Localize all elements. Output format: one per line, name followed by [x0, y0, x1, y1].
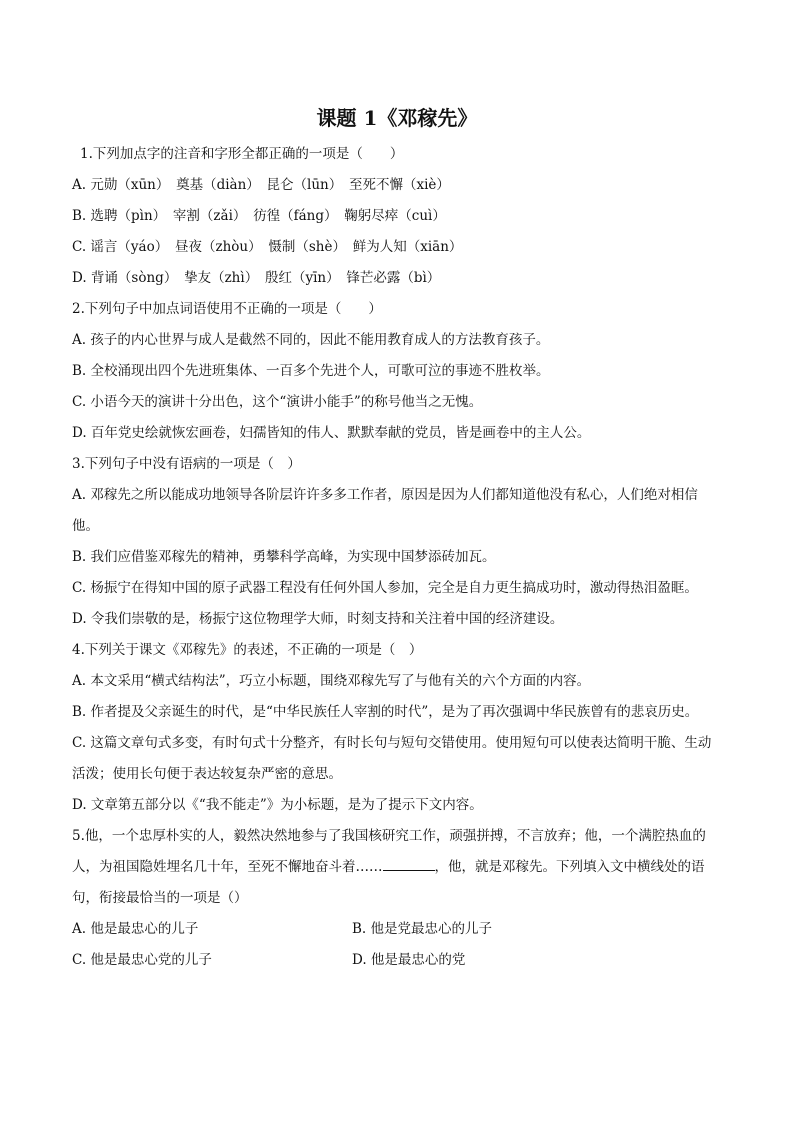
stem-before-blank: 5.他，一个忠厚朴实的人，毅然决然地参与了我国核研究工作，顽强拼搏，不言放弃；他，一个满腔热血的人，为祖国隐姓埋名几十年，至死不懈地奋斗着…… [72, 828, 706, 875]
option-c: C. 谣言（yáo） 昼夜（zhòu） 慑制（shè） 鲜为人知（xiān） [72, 239, 463, 255]
question-3 [72, 449, 724, 635]
option-b: B. 他是党最忠心的儿子 [352, 921, 493, 937]
question-stem: 4.下列关于课文《邓稼先》的表述，不正确的一项是（ ） [72, 642, 423, 658]
question-stem: 3.下列句子中没有语病的一项是（ ） [72, 456, 301, 472]
question-2 [72, 294, 724, 449]
question-5 [72, 821, 724, 976]
question-stem: 2.下列句子中加点词语使用不正确的一项是（ ） [72, 301, 382, 317]
question-list [72, 139, 724, 976]
option-c: C. 这篇文章句式多变，有时句式十分整齐，有时长句与短句交错使用。使用短句可以使表达简明干脆、生动活泼；使用长句便于表达较复杂严密的意思。 [72, 735, 712, 782]
stem-after-blank: ，他，就是邓稼先。下列填入文中横线处的语句，衔接最恰当的一项是（） [72, 859, 705, 906]
option-a: A. 他是最忠心的儿子 [72, 921, 199, 937]
option-c: C. 杨振宁在得知中国的原子武器工程没有任何外国人参加，完全是自力更生搞成功时，激动得热泪盈眶。 [72, 580, 698, 596]
option-b: B. 作者提及父亲诞生的时代，是“中华民族任人宰割的时代”，是为了再次强调中华民族曾有的悲哀历史。 [72, 704, 699, 720]
question-4 [72, 635, 724, 821]
page-title: 课题 1《邓稼先》 [316, 106, 478, 130]
option-d: D. 文章第五部分以《“我不能走”》为小标题，是为了提示下文内容。 [72, 797, 483, 813]
option-b: B. 选聘（pìn） 宰割（zǎi） 彷徨（fáng） 鞠躬尽瘁（cuì） [72, 208, 446, 224]
option-b: B. 全校涌现出四个先进班集体、一百多个先进个人，可歌可泣的事迹不胜枚举。 [72, 363, 550, 379]
option-b: B. 我们应借鉴邓稼先的精神，勇攀科学高峰，为实现中国梦添砖加瓦。 [72, 549, 496, 565]
question-stem: 1.下列加点字的注音和字形全都正确的一项是（ ） [80, 146, 404, 162]
option-a: A. 邓稼先之所以能成功地领导各阶层许许多多工作者，原因是因为人们都知道他没有私心，人们绝对相信他。 [72, 487, 698, 534]
option-a: A. 本文采用“横式结构法”，巧立小标题，围绕邓稼先写了与他有关的六个方面的内容。 [72, 673, 591, 689]
option-d: D. 他是最忠心的党 [352, 952, 466, 968]
question-stem [72, 821, 724, 914]
option-c: C. 他是最忠心党的儿子 [72, 952, 212, 968]
options-row [72, 945, 724, 976]
option-d: D. 令我们崇敬的是，杨振宁这位物理学大师，时刻支持和关注着中国的经济建设。 [72, 611, 564, 627]
fill-blank [383, 856, 435, 871]
option-a: A. 孩子的内心世界与成人是截然不同的，因此不能用教育成人的方法教育孩子。 [72, 332, 550, 348]
option-d: D. 背诵（sòng） 挚友（zhì） 殷红（yīn） 锋芒必露（bì） [72, 270, 441, 286]
question-1 [72, 139, 724, 294]
option-c: C. 小语今天的演讲十分出色，这个“演讲小能手”的称号他当之无愧。 [72, 394, 483, 410]
options-row [72, 914, 724, 945]
option-d: D. 百年党史绘就恢宏画卷，妇孺皆知的伟人、默默奉献的党员，皆是画卷中的主人公。 [72, 425, 591, 441]
option-a: A. 元勋（xūn） 奠基（diàn） 昆仑（lūn） 至死不懈（xiè） [72, 177, 450, 193]
